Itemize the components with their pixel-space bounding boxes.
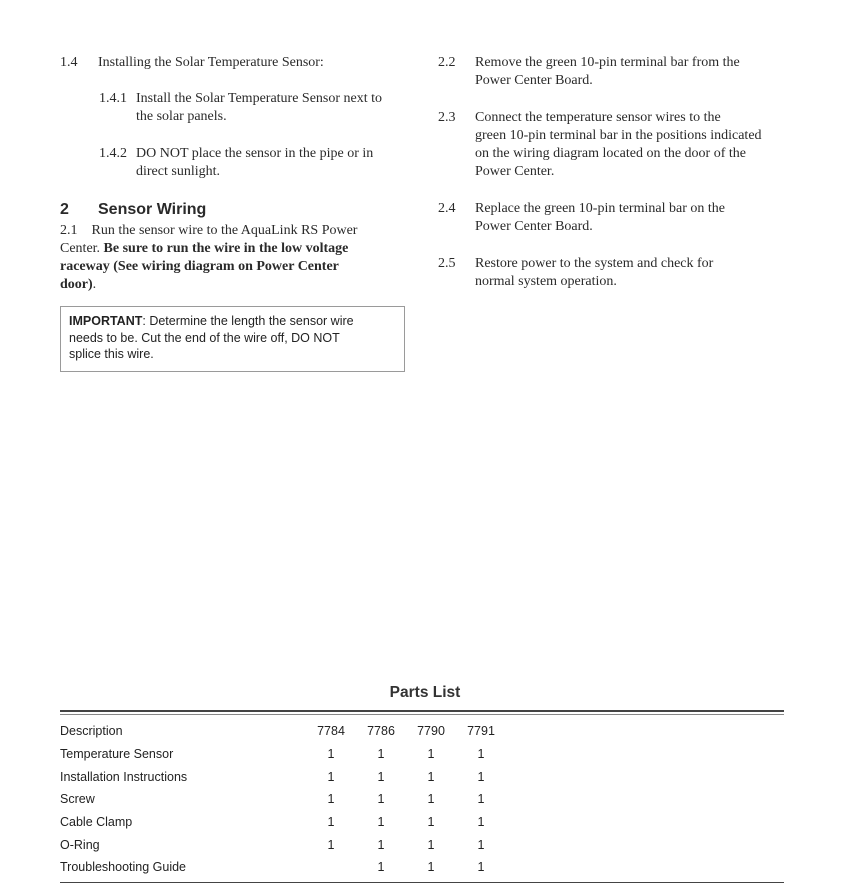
row-qty: 1 <box>427 860 435 875</box>
row-qty: 1 <box>427 837 435 852</box>
header-7784: 7784 <box>317 724 345 739</box>
row-qty: 1 <box>477 769 485 784</box>
row-qty: 1 <box>377 860 385 875</box>
section-title: Sensor Wiring <box>98 201 207 218</box>
step-number: 1.4.2 <box>99 146 127 161</box>
important-label: IMPORTANT <box>69 314 143 328</box>
step-text-line-1: DO NOT place the sensor in the pipe or in <box>136 146 374 161</box>
step-text-line-2: Power Center Board. <box>475 219 593 234</box>
table-row <box>60 856 506 879</box>
row-qty: 1 <box>427 792 435 807</box>
important-note <box>60 306 405 372</box>
step-text-line-3: on the wiring diagram located on the door of the <box>475 146 746 161</box>
table-header-row <box>60 720 506 743</box>
step-number: 1.4 <box>60 55 78 70</box>
row-qty: 1 <box>377 747 385 762</box>
row-description: O-Ring <box>60 837 100 852</box>
row-qty: 1 <box>477 792 485 807</box>
step-text-line-2: direct sunlight. <box>136 164 220 179</box>
table-row <box>60 788 506 811</box>
row-qty: 1 <box>377 769 385 784</box>
row-qty <box>306 856 356 879</box>
step-number: 2.1 <box>60 223 78 238</box>
step-text-line-4: Power Center. <box>475 164 555 179</box>
step-2-4 <box>438 200 798 236</box>
step-text-line-1: Restore power to the system and check for <box>475 256 714 271</box>
table-top-rule <box>60 710 784 715</box>
step-text-line-2: green 10-pin terminal bar in the positions indicated <box>475 128 762 143</box>
row-qty: 1 <box>327 747 335 762</box>
row-description: Screw <box>60 792 95 807</box>
step-text-line-2: Power Center Board. <box>475 73 593 88</box>
table-row <box>60 765 506 788</box>
parts-table <box>60 720 506 879</box>
row-qty: 1 <box>327 769 335 784</box>
step-1-4-1 <box>99 90 419 126</box>
step-number: 2.3 <box>438 110 456 125</box>
step-emphasis-line-2: Be sure to run the wire in the low voltage <box>103 241 349 256</box>
row-qty: 1 <box>327 815 335 830</box>
step-2-3 <box>438 109 808 181</box>
row-qty: 1 <box>477 837 485 852</box>
step-2-1 <box>60 222 410 294</box>
step-text-line-2: Center. <box>60 241 104 256</box>
table-bottom-rule <box>60 882 784 883</box>
step-number: 2.2 <box>438 55 456 70</box>
step-text-line-1: Install the Solar Temperature Sensor next to <box>136 91 383 106</box>
step-number: 2.5 <box>438 256 456 271</box>
step-text-line-1: Remove the green 10-pin terminal bar from the <box>475 55 740 70</box>
row-description: Cable Clamp <box>60 815 133 830</box>
step-text: Installing the Solar Temperature Sensor: <box>98 55 324 70</box>
step-text-line-1: Replace the green 10-pin terminal bar on the <box>475 201 725 216</box>
row-qty: 1 <box>327 837 335 852</box>
section-2-heading <box>60 201 400 221</box>
table-row <box>60 833 506 856</box>
step-number: 2.4 <box>438 201 456 216</box>
step-text-line-1: Run the sensor wire to the AquaLink RS Power <box>91 223 358 238</box>
row-qty: 1 <box>377 792 385 807</box>
row-qty: 1 <box>377 815 385 830</box>
header-description: Description <box>60 724 123 739</box>
important-text-line-1: : Determine the length the sensor wire <box>142 314 354 328</box>
step-emphasis-line-4: door) <box>60 277 93 292</box>
section-number: 2 <box>60 201 69 218</box>
row-qty: 1 <box>427 747 435 762</box>
table-row <box>60 811 506 834</box>
step-text-line-1: Connect the temperature sensor wires to the <box>475 110 721 125</box>
row-qty: 1 <box>427 769 435 784</box>
row-qty: 1 <box>477 747 485 762</box>
header-7786: 7786 <box>367 724 395 739</box>
row-qty: 1 <box>477 815 485 830</box>
header-7791: 7791 <box>467 724 495 739</box>
row-qty: 1 <box>427 815 435 830</box>
row-description: Temperature Sensor <box>60 747 174 762</box>
step-number: 1.4.1 <box>99 91 127 106</box>
row-description: Troubleshooting Guide <box>60 860 187 875</box>
row-qty: 1 <box>477 860 485 875</box>
row-qty: 1 <box>327 792 335 807</box>
header-7790: 7790 <box>417 724 445 739</box>
important-text-line-3: splice this wire. <box>69 347 154 361</box>
step-text-line-4-end: . <box>92 277 97 292</box>
row-qty: 1 <box>377 837 385 852</box>
parts-list-title: Parts List <box>389 684 461 701</box>
step-1-4-2 <box>99 145 419 181</box>
step-emphasis-line-3: raceway (See wiring diagram on Power Center <box>60 259 339 274</box>
step-2-5 <box>438 255 798 291</box>
step-2-2 <box>438 54 798 90</box>
step-text-line-2: the solar panels. <box>136 109 227 124</box>
step-text-line-2: normal system operation. <box>475 274 617 289</box>
important-text-line-2: needs to be. Cut the end of the wire off, DO NOT <box>69 330 340 345</box>
table-row <box>60 743 506 766</box>
row-description: Installation Instructions <box>60 769 188 784</box>
step-1-4 <box>60 54 410 72</box>
